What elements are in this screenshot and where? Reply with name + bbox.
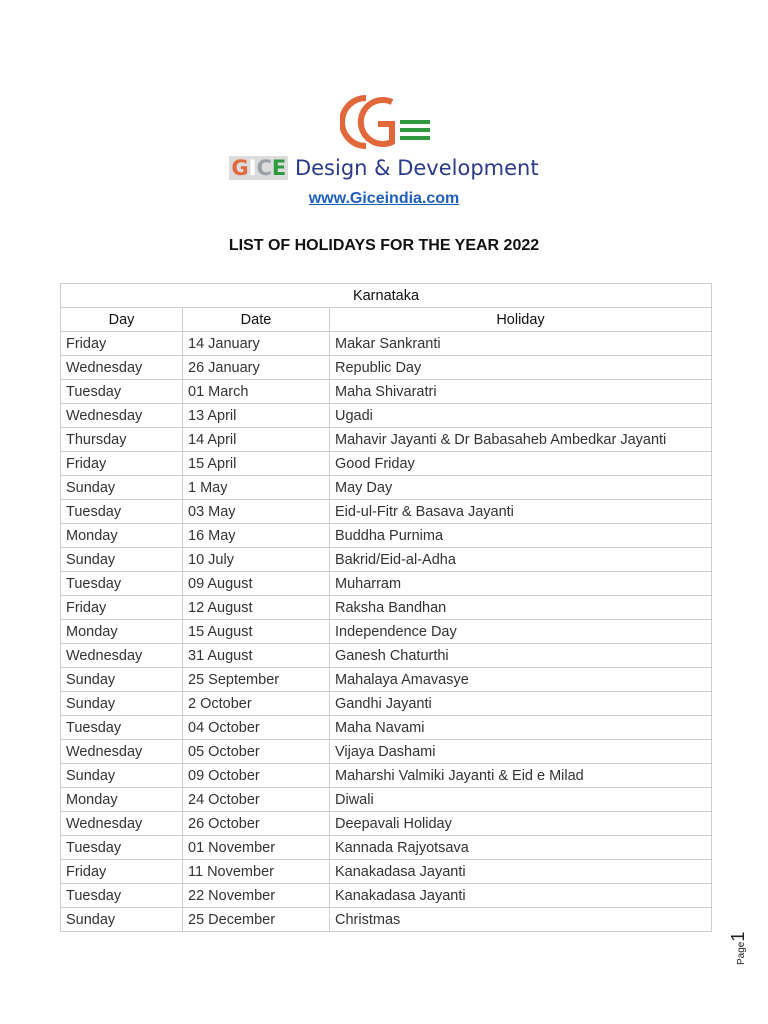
table-row — [61, 620, 712, 644]
table-row — [61, 452, 712, 476]
cell-date: 10 July — [183, 548, 330, 572]
page-number: Page1 — [728, 931, 748, 965]
cell-date: 09 August — [183, 572, 330, 596]
table-row — [61, 572, 712, 596]
cell-date: 15 August — [183, 620, 330, 644]
cell-date: 14 April — [183, 428, 330, 452]
cell-holiday: Kannada Rajyotsava — [330, 836, 712, 860]
table-row — [61, 836, 712, 860]
cell-day: Tuesday — [61, 572, 183, 596]
cell-date: 16 May — [183, 524, 330, 548]
cell-holiday: Kanakadasa Jayanti — [330, 884, 712, 908]
gice-logo-icon — [340, 92, 432, 150]
cell-day: Tuesday — [61, 380, 183, 404]
table-row — [61, 404, 712, 428]
cell-date: 31 August — [183, 644, 330, 668]
cell-holiday: Raksha Bandhan — [330, 596, 712, 620]
cell-date: 25 December — [183, 908, 330, 932]
cell-holiday: Buddha Purnima — [330, 524, 712, 548]
table-row — [61, 812, 712, 836]
table-row — [61, 788, 712, 812]
cell-holiday: Mahavir Jayanti & Dr Babasaheb Ambedkar Jayanti — [330, 428, 712, 452]
table-row — [61, 692, 712, 716]
brand-logotype: GICE — [231, 156, 287, 180]
cell-day: Tuesday — [61, 884, 183, 908]
cell-holiday: Maha Shivaratri — [330, 380, 712, 404]
cell-holiday: Deepavali Holiday — [330, 812, 712, 836]
cell-day: Monday — [61, 788, 183, 812]
cell-date: 04 October — [183, 716, 330, 740]
cell-day: Sunday — [61, 692, 183, 716]
cell-day: Monday — [61, 620, 183, 644]
cell-day: Sunday — [61, 908, 183, 932]
website-link[interactable]: www.Giceindia.com — [308, 190, 460, 207]
cell-date: 15 April — [183, 452, 330, 476]
cell-date: 01 November — [183, 836, 330, 860]
cell-holiday: Kanakadasa Jayanti — [330, 860, 712, 884]
cell-day: Friday — [61, 452, 183, 476]
cell-day: Monday — [61, 524, 183, 548]
column-header-holiday: Holiday — [330, 308, 712, 332]
cell-date: 01 March — [183, 380, 330, 404]
table-row — [61, 908, 712, 932]
cell-day: Friday — [61, 332, 183, 356]
cell-holiday: Muharram — [330, 572, 712, 596]
cell-holiday: Makar Sankranti — [330, 332, 712, 356]
cell-date: 25 September — [183, 668, 330, 692]
brand-tagline: Design & Development — [294, 156, 539, 180]
cell-holiday: May Day — [330, 476, 712, 500]
brand-line — [0, 156, 768, 180]
cell-holiday: Eid-ul-Fitr & Basava Jayanti — [330, 500, 712, 524]
cell-date: 12 August — [183, 596, 330, 620]
table-row — [61, 764, 712, 788]
cell-date: 05 October — [183, 740, 330, 764]
cell-holiday: Ugadi — [330, 404, 712, 428]
cell-day: Wednesday — [61, 644, 183, 668]
table-row — [61, 596, 712, 620]
column-header-day: Day — [61, 308, 183, 332]
table-row — [61, 644, 712, 668]
cell-holiday: Maharshi Valmiki Jayanti & Eid e Milad — [330, 764, 712, 788]
cell-date: 26 January — [183, 356, 330, 380]
cell-day: Friday — [61, 860, 183, 884]
table-row — [61, 740, 712, 764]
cell-day: Wednesday — [61, 356, 183, 380]
table-row — [61, 476, 712, 500]
table-row — [61, 884, 712, 908]
cell-holiday: Ganesh Chaturthi — [330, 644, 712, 668]
cell-holiday: Republic Day — [330, 356, 712, 380]
cell-holiday: Good Friday — [330, 452, 712, 476]
cell-date: 09 October — [183, 764, 330, 788]
table-row — [61, 356, 712, 380]
cell-day: Tuesday — [61, 716, 183, 740]
cell-holiday: Gandhi Jayanti — [330, 692, 712, 716]
cell-day: Sunday — [61, 548, 183, 572]
cell-day: Sunday — [61, 476, 183, 500]
cell-date: 11 November — [183, 860, 330, 884]
cell-holiday: Christmas — [330, 908, 712, 932]
cell-date: 26 October — [183, 812, 330, 836]
cell-day: Wednesday — [61, 812, 183, 836]
cell-day: Tuesday — [61, 500, 183, 524]
cell-day: Wednesday — [61, 404, 183, 428]
cell-day: Sunday — [61, 668, 183, 692]
table-row — [61, 380, 712, 404]
cell-holiday: Maha Navami — [330, 716, 712, 740]
table-row — [61, 548, 712, 572]
cell-date: 03 May — [183, 500, 330, 524]
cell-holiday: Diwali — [330, 788, 712, 812]
table-row — [61, 332, 712, 356]
cell-holiday: Mahalaya Amavasye — [330, 668, 712, 692]
table-row — [61, 524, 712, 548]
holiday-table — [60, 283, 712, 932]
cell-day: Wednesday — [61, 740, 183, 764]
table-row — [61, 860, 712, 884]
table-row — [61, 716, 712, 740]
cell-holiday: Bakrid/Eid-al-Adha — [330, 548, 712, 572]
cell-day: Thursday — [61, 428, 183, 452]
cell-date: 1 May — [183, 476, 330, 500]
cell-day: Tuesday — [61, 836, 183, 860]
cell-holiday: Independence Day — [330, 620, 712, 644]
cell-day: Friday — [61, 596, 183, 620]
state-heading: Karnataka — [61, 284, 712, 308]
cell-day: Sunday — [61, 764, 183, 788]
table-row — [61, 500, 712, 524]
cell-date: 14 January — [183, 332, 330, 356]
cell-date: 13 April — [183, 404, 330, 428]
table-row — [61, 668, 712, 692]
cell-holiday: Vijaya Dashami — [330, 740, 712, 764]
column-header-date: Date — [183, 308, 330, 332]
cell-date: 22 November — [183, 884, 330, 908]
table-row — [61, 428, 712, 452]
cell-date: 24 October — [183, 788, 330, 812]
cell-date: 2 October — [183, 692, 330, 716]
page-title: LIST OF HOLIDAYS FOR THE YEAR 2022 — [228, 237, 540, 254]
